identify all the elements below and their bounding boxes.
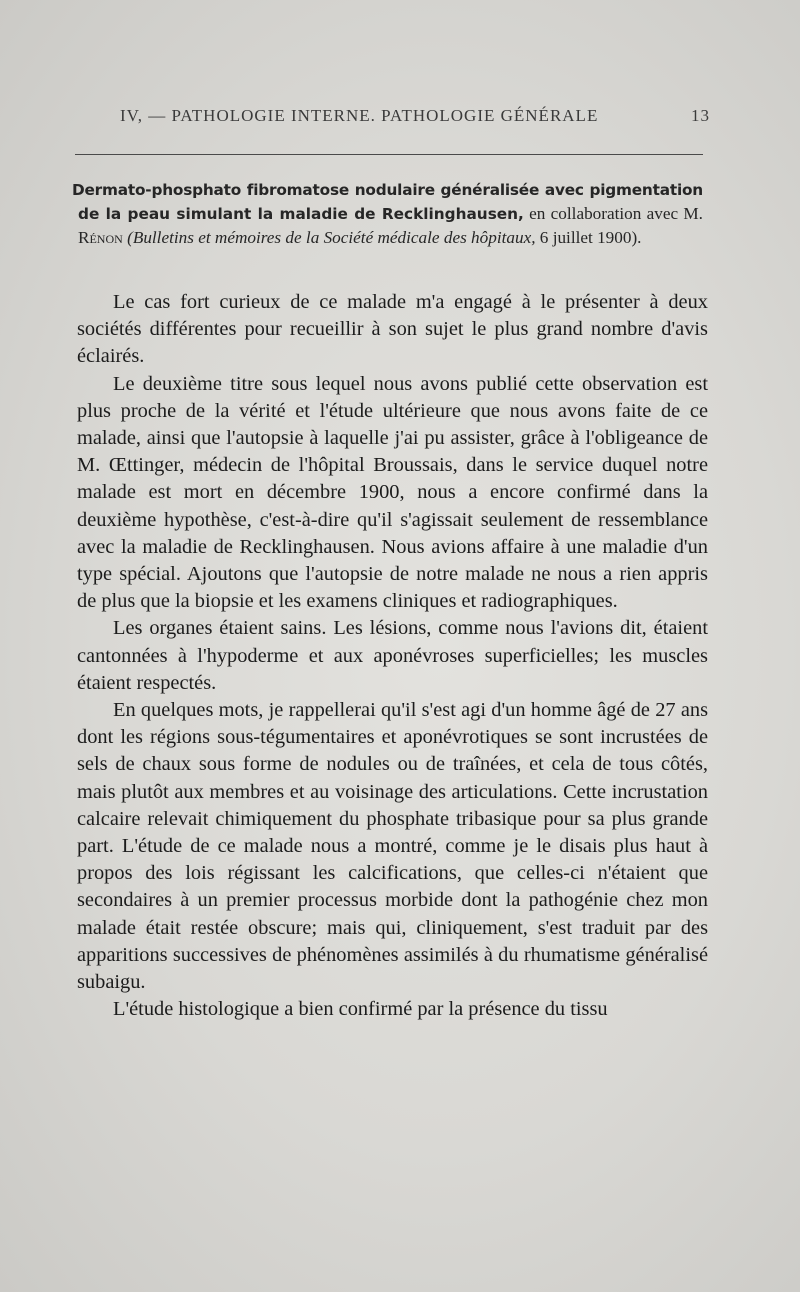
paragraph: Le cas fort curieux de ce malade m'a engagé à le présenter à deux sociétés différentes pour recueillir à son sujet le plus grand nombre d'avis éclairés. [77, 291, 708, 368]
running-title: IV, — PATHOLOGIE INTERNE. PATHOLOGIE GÉNÉRALE [120, 106, 599, 125]
bibliographic-citation [72, 178, 703, 250]
citation-author: Rénon [78, 228, 123, 247]
paragraph: En quelques mots, je rappellerai qu'il s'est agi d'un homme âgé de 27 ans dont les régions sous-tégumentaires et aponévrotiques se sont incrustées de sels de chaux sous forme de nodules ou de traînées, et cela de tous côtés, mais plutôt aux membres et au voisinage des articulations. Cette incrustation calcaire relevait chimiquement du phosphate tribasique pour sa plus grande part. L'étude de ce malade nous a montré, comme je le disais plus haut à propos des lois régissant les calcifications, que celles-ci n'étaient que secondaires à un premier processus morbide dont la pathogénie chez mon malade était restée obscure; mais qui, cliniquement, s'est traduit par des apparitions successives de phénomènes assimilés à du rhumatisme généralisé subaigu. [77, 699, 708, 994]
paragraph: Les organes étaient sains. Les lésions, comme nous l'avions dit, étaient cantonnées à l'hypoderme et aux aponévroses superficielles; les muscles étaient respectés. [77, 617, 708, 694]
running-header [120, 106, 710, 126]
citation-date: 6 juillet 1900). [535, 228, 642, 247]
body-text [77, 289, 708, 1023]
citation-title-line2: de la peau simulant la maladie de Recklinghausen, [78, 205, 524, 223]
header-rule [75, 154, 703, 155]
page-number: 13 [691, 106, 710, 125]
citation-source: (Bulletins et mémoires de la Société médicale des hôpitaux, [122, 228, 536, 247]
citation-title-line1: Dermato-phosphato fibromatose nodulaire généralisée avec pigmentation [72, 181, 703, 199]
paragraph: L'étude histologique a bien confirmé par la présence du tissu [113, 998, 608, 1021]
citation-collab: en collaboration avec M. [523, 204, 703, 223]
citation-text [72, 178, 703, 250]
paragraph: Le deuxième titre sous lequel nous avons publié cette observation est plus proche de la vérité et l'étude ultérieure que nous avons faite de ce malade, ainsi que l'autopsie à laquelle j'ai pu assister, grâce à l'obligeance de M. Œttinger, médecin de l'hôpital Broussais, dans le service duquel notre malade est mort en décembre 1900, nous a encore confirmé dans la deuxième hypothèse, c'est-à-dire qu'il s'agissait seulement de ressemblance avec la maladie de Recklinghausen. Nous avions affaire à une maladie d'un type spécial. Ajoutons que l'autopsie de notre malade ne nous a rien appris de plus que la biopsie et les examens cliniques et radiographiques. [77, 372, 708, 613]
